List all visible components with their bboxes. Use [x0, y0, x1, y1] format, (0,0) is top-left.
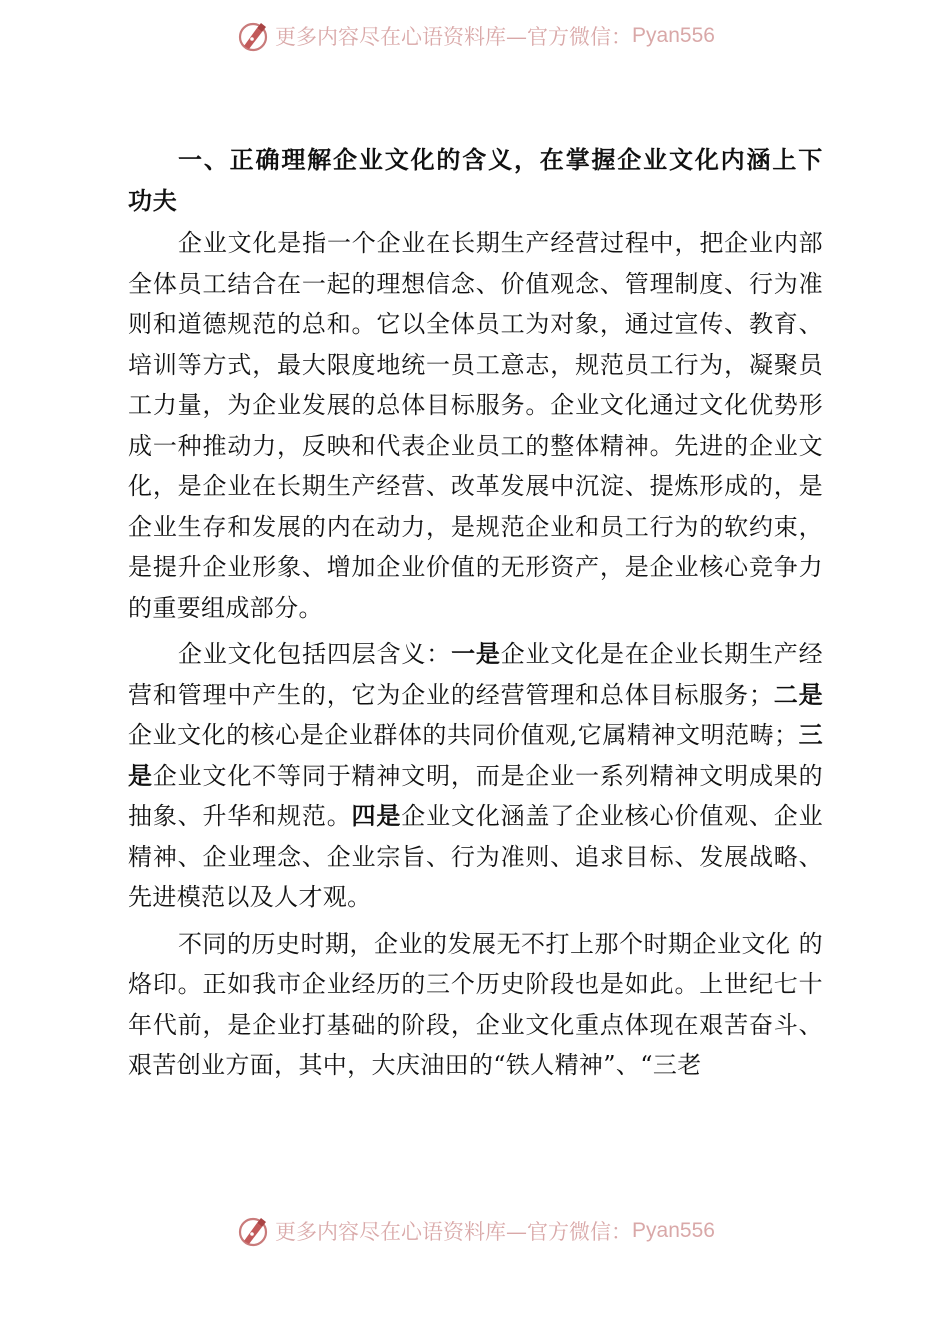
- point-label-3: 三是: [128, 720, 823, 790]
- document-body: [128, 140, 823, 1092]
- paragraph-history: 不同的历史时期，企业的发展无不打上那个时期企业文化 的烙印。正如我市企业经历的三个历史阶段也是如此。上世纪七十年代前，是企业打基础的阶段，企业文化重点体现在艰苦奋斗、艰苦创业方面，其中，大庆油田的“铁人精神”、“三老: [128, 929, 823, 1079]
- pen-nib-logo-icon: [235, 18, 271, 54]
- point-label-2: 二是: [773, 679, 823, 709]
- watermark-wechat-id: Pyan556: [632, 24, 715, 47]
- watermark-wechat-id: Pyan556: [632, 1219, 715, 1242]
- paragraph-intro: 企业文化包括四层含义：: [178, 640, 452, 668]
- paragraph-definition: 企业文化是指一个企业在长期生产经营过程中，把企业内部全体员工结合在一起的理想信念、价值观念、管理制度、行为准则和道德规范的总和。它以全体员工为对象，通过宣传、教育、培训等方式，最大限度地统一员工意志，规范员工行为，凝聚员工力量，为企业发展的总体目标服务。企业文化通过文化优势形成一种推动力，反映和代表企业员工的整体精神。先进的企业文化，是企业在长期生产经营、改革发展中沉淀、提炼形成的，是企业生存和发展的内在动力，是规范企业和员工行为的软约束，是提升企业形象、增加企业价值的无形资产，是企业核心竞争力的重要组成部分。: [128, 229, 823, 622]
- point-text-3: 企业文化不等同于精神文明，而是企业一系列精神文明成果的抽象、升华和规范。: [128, 761, 823, 830]
- point-label-4: 四是: [351, 801, 402, 830]
- watermark-text: 更多内容尽在心语资料库—官方微信：: [275, 25, 633, 49]
- paragraph-four-meanings: [128, 634, 823, 918]
- point-text-1: 企业文化是在企业长期生产经营和管理中产生的，它为企业的经营管理和总体目标服务；: [128, 640, 823, 709]
- header-watermark: [0, 14, 950, 58]
- footer-watermark: [0, 1209, 950, 1253]
- point-label-1: 一是: [451, 639, 501, 668]
- watermark-text: 更多内容尽在心语资料库—官方微信：: [275, 1220, 633, 1244]
- section-heading: 一、正确理解企业文化的含义，在掌握企业文化内涵上下 功夫: [128, 145, 823, 215]
- pen-nib-logo-icon: [235, 1213, 271, 1249]
- point-text-2: 企业文化的核心是企业群体的共同价值观,它属精神文明范畴；: [128, 721, 799, 749]
- point-text-4: 企业文化涵盖了企业核心价值观、企业精神、企业理念、企业宗旨、行为准则、追求目标、发展战略、先进模范以及人才观。: [128, 802, 823, 911]
